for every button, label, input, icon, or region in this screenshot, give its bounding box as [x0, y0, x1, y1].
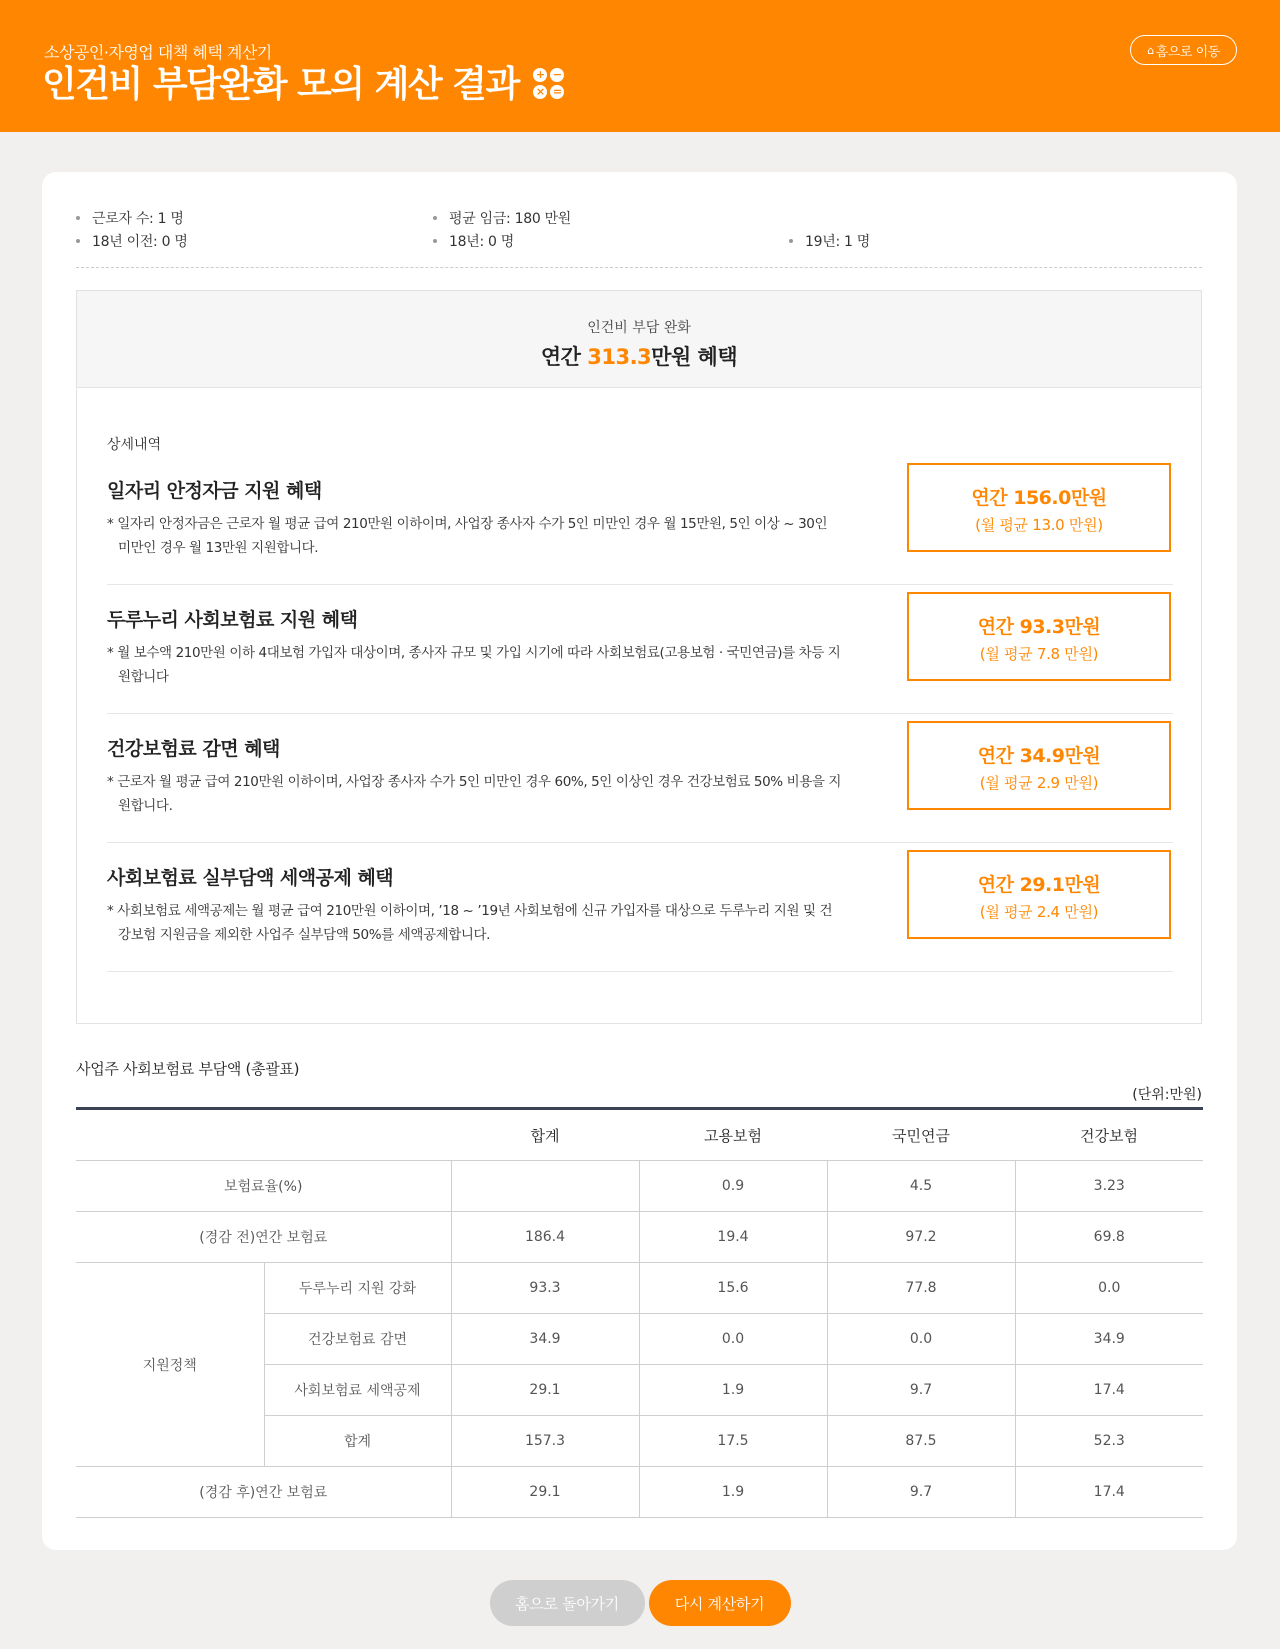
cell: 17.5 [639, 1416, 827, 1467]
benefit-item [107, 456, 1173, 585]
calculator-icon [533, 68, 564, 99]
home-move-label: 홈으로 이동 [1155, 44, 1220, 60]
cell: 0.0 [1015, 1263, 1203, 1314]
cell: 29.1 [451, 1365, 639, 1416]
minus-symbol: − [550, 68, 564, 82]
benefit-summary [76, 290, 1202, 1024]
page-header [0, 0, 1280, 132]
cell: 15.6 [639, 1263, 827, 1314]
cell: 93.3 [451, 1263, 639, 1314]
benefit-amount-box [907, 850, 1171, 939]
table-row [76, 1161, 1203, 1212]
header-total: 합계 [451, 1109, 639, 1161]
cell: 157.3 [451, 1416, 639, 1467]
benefit-desc: * 근로자 월 평균 급여 210만원 이하이며, 사업장 종사자 수가 5인 미만인 경우 60%, 5인 이상인 경우 건강보험료 50% 비용을 지원합니다. [107, 774, 842, 814]
table-row [76, 1212, 1203, 1263]
info-workers: 근로자 수: 1 명 [76, 208, 184, 228]
header-employment: 고용보험 [639, 1109, 827, 1161]
benefit-monthly: (월 평균 2.9 만원) [979, 774, 1099, 792]
header-pension: 국민연금 [827, 1109, 1015, 1161]
cell: 34.9 [1015, 1314, 1203, 1365]
benefit-amount-box [907, 463, 1171, 552]
back-home-button[interactable]: 홈으로 돌아가기 [490, 1580, 645, 1626]
row-label: (경감 전)연간 보험료 [76, 1212, 451, 1263]
benefit-title: 사회보험료 실부담액 세액공제 혜택 [107, 867, 394, 889]
cell: 19.4 [639, 1212, 827, 1263]
page-title-text: 인건비 부담완화 모의 계산 결과 [42, 64, 519, 105]
info-before-18: 18년 이전: 0 명 [76, 231, 188, 251]
info-18: 18년: 0 명 [433, 231, 514, 251]
row-label: 보험료율(%) [76, 1161, 451, 1212]
cell: 87.5 [827, 1416, 1015, 1467]
summary-amount: 313.3 [587, 345, 652, 369]
benefit-item [107, 843, 1173, 972]
times-symbol: × [533, 85, 547, 99]
benefit-amount-box [907, 721, 1171, 810]
detail-label: 상세내역 [107, 437, 162, 453]
benefit-annual: 연간 156.0만원 [971, 487, 1107, 509]
cell: 0.0 [639, 1314, 827, 1365]
cell: 0.0 [827, 1314, 1015, 1365]
table-row [76, 1263, 1203, 1314]
home-icon: ⌂ [1147, 43, 1154, 57]
row-label: 두루누리 지원 강화 [264, 1263, 451, 1314]
page-title [42, 56, 564, 107]
home-move-button[interactable] [1130, 35, 1237, 65]
bottom-buttons [0, 1580, 1280, 1626]
cell: 186.4 [451, 1212, 639, 1263]
benefit-title: 일자리 안정자금 지원 혜택 [107, 480, 322, 502]
cell: 77.8 [827, 1263, 1015, 1314]
cell: 1.9 [639, 1467, 827, 1518]
summary-label: 인건비 부담 완화 [587, 320, 691, 336]
recalculate-button[interactable]: 다시 계산하기 [649, 1580, 791, 1626]
benefit-title: 두루누리 사회보험료 지원 혜택 [107, 609, 358, 631]
equals-symbol: = [550, 85, 564, 99]
benefit-desc: * 사회보험료 세액공제는 월 평균 급여 210만원 이하이며, ’18 ~ ’19년 사회보험에 신규 가입자를 대상으로 두루누리 지원 및 건강보험 지원금을 제외한 사업주 실부담액 50%를 세액공제합니다. [107, 903, 833, 943]
table-title: 사업주 사회보험료 부담액 (총괄표) [76, 1060, 300, 1078]
benefit-monthly: (월 평균 7.8 만원) [979, 645, 1099, 663]
policy-group-label: 지원정책 [76, 1263, 264, 1467]
benefit-amount-box [907, 592, 1171, 681]
cell: 3.23 [1015, 1161, 1203, 1212]
cell: 17.4 [1015, 1467, 1203, 1518]
table-unit: (단위:만원) [1132, 1087, 1202, 1103]
cell: 0.9 [639, 1161, 827, 1212]
summary-suffix: 만원 혜택 [651, 345, 738, 369]
benefit-desc: * 일자리 안정자금은 근로자 월 평균 급여 210만원 이하이며, 사업장 종사자 수가 5인 미만인 경우 월 15만원, 5인 이상 ~ 30인 미만인 경우 월 13만원 지원합니다. [107, 516, 828, 556]
info-19: 19년: 1 명 [789, 231, 870, 251]
benefit-title: 건강보험료 감면 혜택 [107, 738, 280, 760]
cell: 97.2 [827, 1212, 1015, 1263]
result-card [42, 172, 1237, 1550]
cell: 9.7 [827, 1467, 1015, 1518]
benefit-monthly: (월 평균 2.4 만원) [979, 903, 1099, 921]
cell: 9.7 [827, 1365, 1015, 1416]
row-label: 합계 [264, 1416, 451, 1467]
benefit-item [107, 714, 1173, 843]
header-health: 건강보험 [1015, 1109, 1203, 1161]
row-label: 건강보험료 감면 [264, 1314, 451, 1365]
row-label: 사회보험료 세액공제 [264, 1365, 451, 1416]
cell [451, 1161, 639, 1212]
summary-total [77, 341, 1201, 371]
cell: 69.8 [1015, 1212, 1203, 1263]
insurance-table [76, 1107, 1203, 1518]
benefit-annual: 연간 34.9만원 [977, 745, 1101, 767]
cell: 1.9 [639, 1365, 827, 1416]
table-header-row [76, 1109, 1203, 1161]
benefit-desc: * 월 보수액 210만원 이하 4대보험 가입자 대상이며, 종사자 규모 및 가입 시기에 따라 사회보험료(고용보험 · 국민연금)를 차등 지원합니다 [107, 645, 841, 685]
cell: 34.9 [451, 1314, 639, 1365]
summary-prefix: 연간 [540, 345, 588, 369]
table-row [76, 1467, 1203, 1518]
benefit-annual: 연간 29.1만원 [977, 874, 1101, 896]
cell: 52.3 [1015, 1416, 1203, 1467]
benefit-monthly: (월 평균 13.0 만원) [975, 516, 1103, 534]
cell: 29.1 [451, 1467, 639, 1518]
cell: 4.5 [827, 1161, 1015, 1212]
info-avg-wage: 평균 임금: 180 만원 [433, 208, 571, 228]
cell: 17.4 [1015, 1365, 1203, 1416]
page-subtitle: 소상공인·자영업 대책 혜택 계산기 [44, 43, 272, 62]
row-label: (경감 후)연간 보험료 [76, 1467, 451, 1518]
benefit-item [107, 585, 1173, 714]
summary-head [77, 291, 1201, 388]
plus-symbol: + [533, 68, 547, 82]
input-summary [76, 208, 1202, 268]
header-empty [76, 1109, 451, 1161]
benefit-annual: 연간 93.3만원 [977, 616, 1101, 638]
